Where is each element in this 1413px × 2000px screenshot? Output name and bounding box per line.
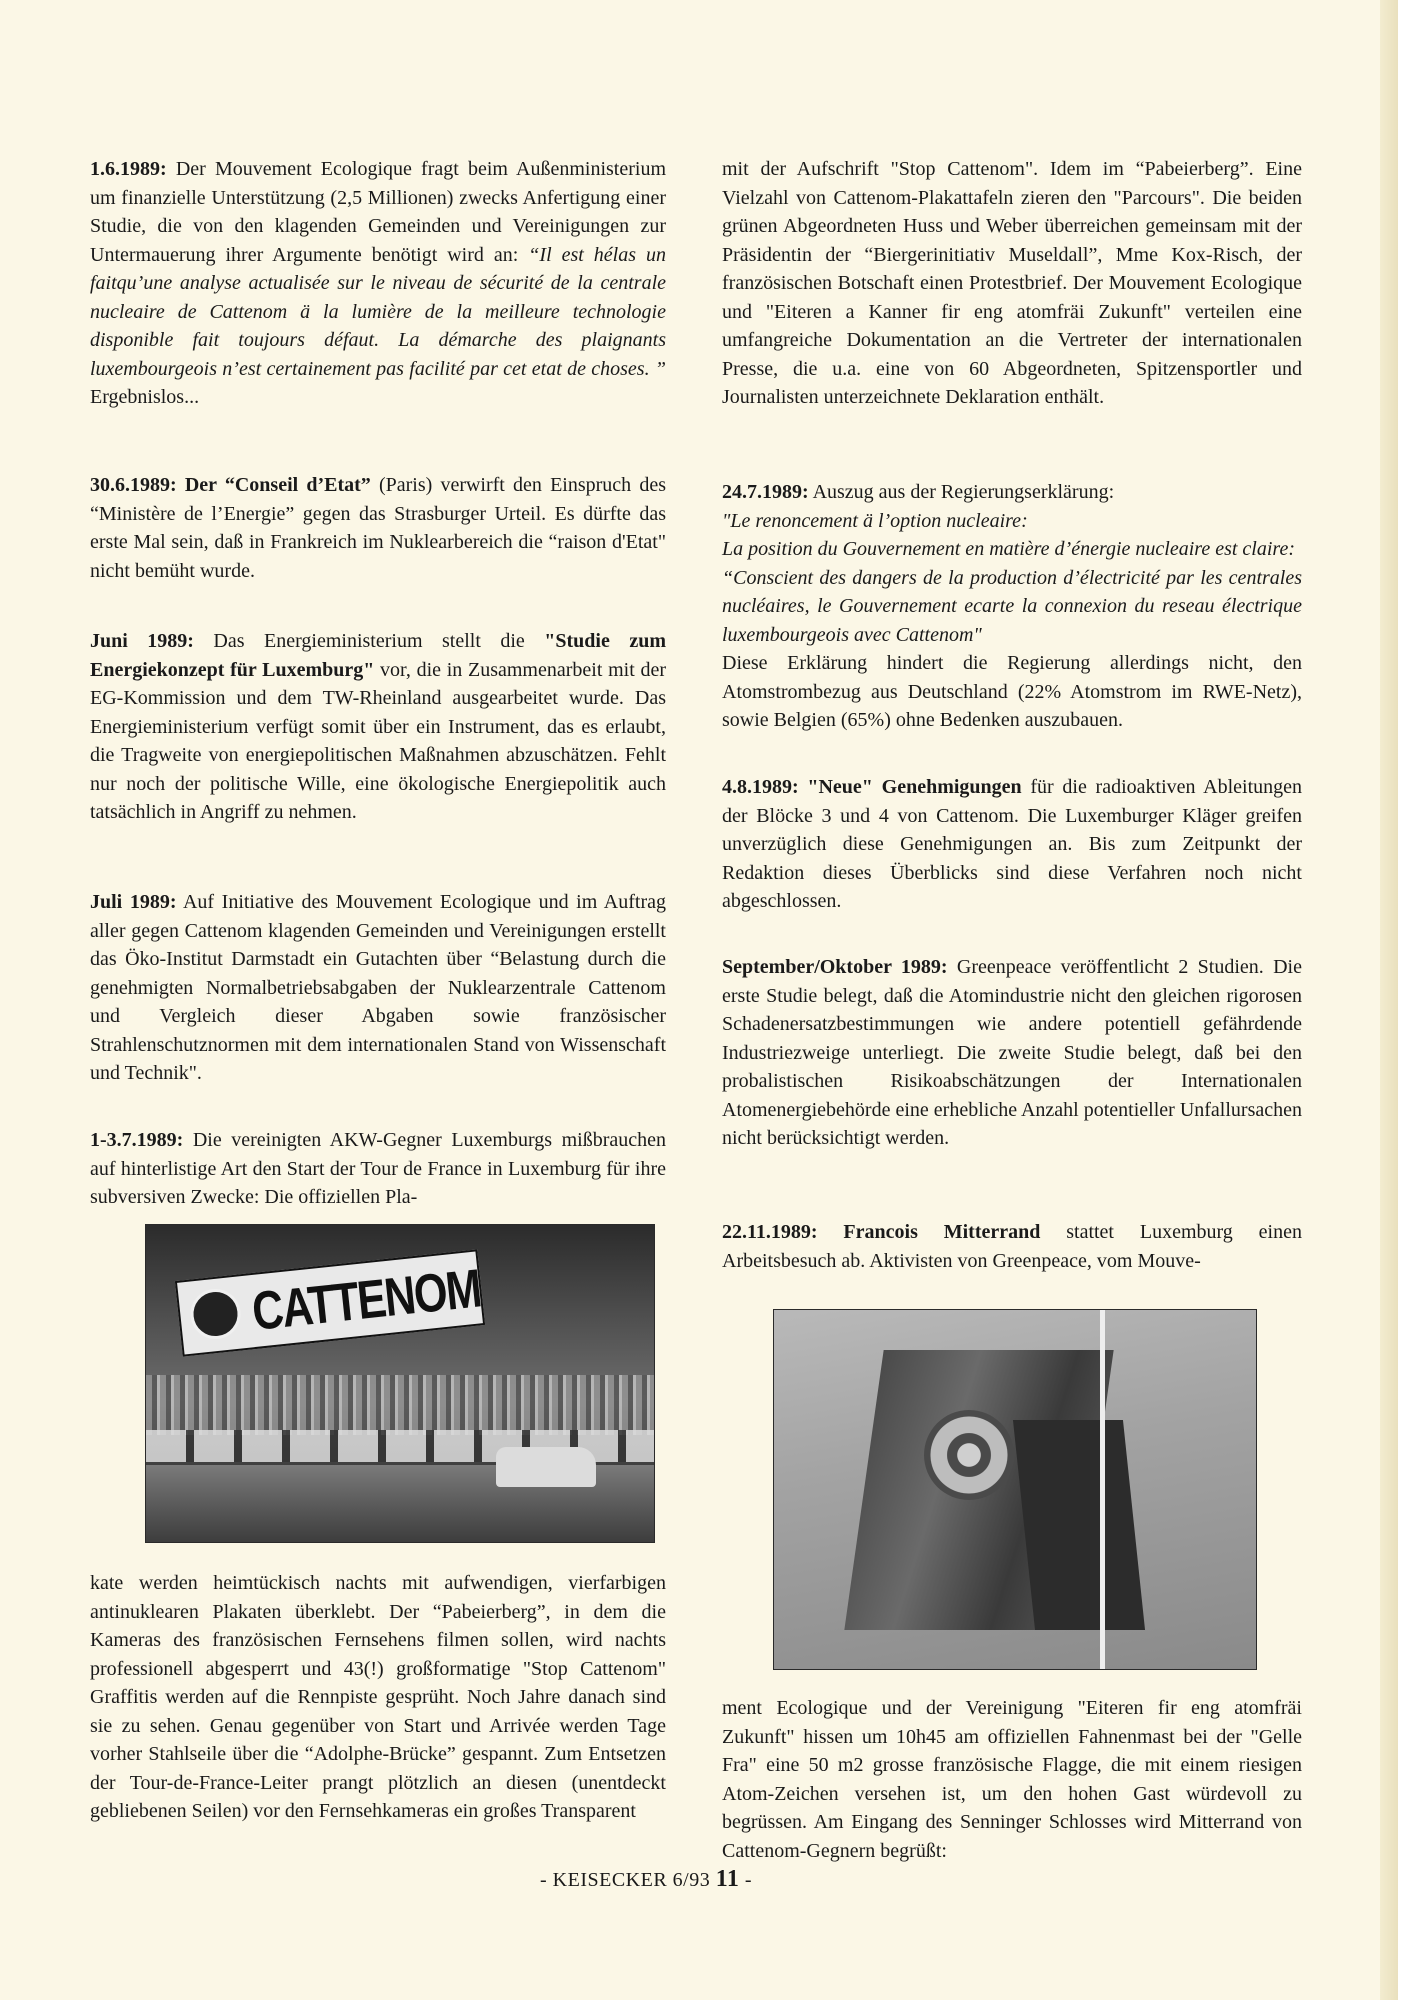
crowd bbox=[146, 1375, 654, 1435]
entry-text: für die radioaktiven Ableitungen der Blöcke 3 und 4 von Cattenom. Die Luxemburger Kläger greifen unverzüglich diese Genehmigungen an. Bis zum Zeitpunkt der Redaktion dieses Überblicks sind diese Verfahren noch nicht abgeschlossen. bbox=[722, 776, 1302, 912]
entry-4-8-1989 bbox=[722, 773, 1302, 916]
entry-text-end: Ergebnislos... bbox=[90, 386, 200, 408]
entry-text: vor, die in Zusammenarbeit mit der EG-Kommission und dem TW-Rheinland ausgearbeitet wurde. Das Energieministerium verfügt somit über ein Instrument, das es erlaubt, die Tragweite von energiepolitischen Maßnahmen abzuschätzen. Fehlt nur noch der politische Wille, eine ökologische Energiepolitik auch tatsächlich in Angriff zu nehmen. bbox=[90, 658, 666, 823]
entry-text: mit der Aufschrift "Stop Cattenom". Idem im “Pabeierberg”. Eine Vielzahl von Cattenom-Plakattafeln zieren den "Parcours". Die beiden grünen Abgeordneten Huss und Weber überreichen gemeinsam mit der Präsidentin der “Biergerinitiativ Museldall”, Mme Kox-Risch, der französischen Botschaft einen Protestbrief. Der Mouvement Ecologique und "Eiteren a Kanner fir eng atomfräi Zukunft" verteilen eine umfangreiche Dokumentation an die Vertreter der internationalen Presse, die u.a. eine von 60 Abgeordneten, Spitzensportler und Journalisten unterzeichnete Deklaration enthält. bbox=[722, 158, 1302, 408]
entry-sept-okt-1989 bbox=[722, 953, 1302, 1153]
entry-juli-1989 bbox=[90, 888, 666, 1088]
photo-tour-de-france-banner bbox=[145, 1224, 655, 1543]
entry-22-11-1989 bbox=[722, 1218, 1302, 1275]
entry-text: Die vereinigten AKW-Gegner Luxemburgs mißbrauchen auf hinterlistige Art den Start der Tour de France in Luxemburg für ihre subversiven Zwecke: Die offiziellen Pla- bbox=[90, 1129, 666, 1208]
footer-dash: - bbox=[744, 1869, 753, 1891]
quote-line-3: “Conscient des dangers de la production d’électricité par les centrales nucléaires, le Gouvernement ecarte la connexion du reseau électrique luxembourgeois avec Cattenom" bbox=[722, 566, 1302, 646]
entry-1-3-7-1989 bbox=[90, 1126, 666, 1212]
entry-date: September/Oktober 1989: bbox=[722, 956, 948, 978]
cattenom-banner bbox=[175, 1249, 485, 1356]
footer-label: - KEISECKER 6/93 bbox=[540, 1869, 711, 1891]
entry-date: 1-3.7.1989: bbox=[90, 1129, 184, 1151]
entry-text: Auf Initiative des Mouvement Ecologique und im Auftrag aller gegen Cattenom klagenden Gemeinden und Vereinigungen erstellt das Öko-Institut Darmstadt ein Gutachten über “Belastung durch die genehmigten Normalbetriebsabgaben der Nuklearzentrale Cattenom und Vergleich dieser Abgaben sowie französischer Strahlenschutznormen mit dem internationalen Stand von Wissenschaft und Technik". bbox=[90, 891, 666, 1084]
entry-1-6-1989 bbox=[90, 155, 666, 412]
entry-date: 1.6.1989: bbox=[90, 158, 167, 180]
quote-line-1: "Le renoncement ä l’option nucleaire: bbox=[722, 509, 1028, 532]
atom-symbol-icon bbox=[924, 1410, 1014, 1500]
entry-title: Francois Mitterrand bbox=[817, 1221, 1041, 1243]
entry-continuation-mitterrand bbox=[722, 1694, 1302, 1865]
page-edge bbox=[1380, 0, 1398, 2000]
car bbox=[496, 1447, 596, 1487]
entry-date: 30.6.1989: bbox=[90, 474, 177, 496]
entry-text: Greenpeace veröffentlicht 2 Studien. Die erste Studie belegt, daß die Atomindustrie nicht den gleichen rigorosen Schadenersatzbestimmungen wie andere potentiell gefährdende Industriezweige unterliegt. Die zweite Studie belegt, daß bei den probalistischen Risikoabschätzungen der Internationalen Atomenergiebehörde eine erhebliche Anzahl potentieller Unfallursachen nicht berücksichtigt werden. bbox=[722, 956, 1302, 1149]
flag-dark-band bbox=[1013, 1420, 1145, 1630]
entry-date: 24.7.1989: bbox=[722, 481, 809, 503]
entry-date: Juli 1989: bbox=[90, 891, 177, 913]
entry-text: ment Ecologique und der Vereinigung "Eiteren fir eng atomfräi Zukunft" hissen um 10h45 am offiziellen Fahnenmast bei der "Gelle Fra" eine 50 m2 grosse französische Flagge, die mit einem riesigen Atom-Zeichen versehen ist, um den hohen Gast würdevoll zu begrüssen. Am Eingang des Senninger Schlosses wird Mitterrand von Cattenom-Gegnern begrüßt: bbox=[722, 1697, 1302, 1862]
entry-lead: Der “Conseil d’Etat” bbox=[184, 474, 371, 496]
entry-juni-1989 bbox=[90, 627, 666, 827]
stop-logo-icon bbox=[188, 1287, 243, 1342]
entry-continuation bbox=[90, 1569, 666, 1826]
entry-text: stattet Luxemburg einen Arbeitsbesuch ab. Aktivisten von Greenpeace, vom Mouve- bbox=[722, 1221, 1302, 1272]
entry-date: 4.8.1989: bbox=[722, 776, 799, 798]
entry-date: 22.11.1989: bbox=[722, 1221, 818, 1243]
entry-continuation-right bbox=[722, 155, 1302, 412]
entry-text: Das Energieministerium stellt die bbox=[193, 630, 545, 652]
page-number: 11 bbox=[715, 1866, 740, 1892]
entry-title: "Studie zum Energiekonzept für Luxemburg" bbox=[90, 630, 666, 681]
entry-quote: “Il est hélas un faitqu’une analyse actualisée sur le niveau de sécurité de la centrale nucleaire de Cattenom ä la lumière de la meilleure technologie disponible fait toujours défaut. La démarche des plaignants luxembourgeois n’est certainement pas facilité par cet etat de choses. ” bbox=[90, 243, 666, 380]
entry-30-6-1989 bbox=[90, 471, 666, 585]
quote-line-2: La position du Gouvernement en matière d’énergie nucleaire est claire: bbox=[722, 538, 1295, 560]
flag-pole bbox=[1100, 1310, 1105, 1669]
entry-text: Diese Erklärung hindert die Regierung allerdings nicht, den Atomstrombezug aus Deutschland (22% Atomstrom im RWE-Netz), sowie Belgien (65%) ohne Bedenken auszubauen. bbox=[722, 652, 1302, 731]
entry-text: (Paris) verwirft den Einspruch des “Ministère de l’Energie” gegen das Strasburger Urteil. Es dürfte das erste Mal sein, daß in Frankreich im Nuklearbereich die “raison d'Etat" nicht bemüht wurde. bbox=[90, 474, 666, 582]
photo-atom-flag bbox=[773, 1309, 1257, 1670]
entry-text: kate werden heimtückisch nachts mit aufwendigen, vierfarbigen antinuklearen Plakaten überklebt. Der “Pabeierberg”, in dem die Kameras des französischen Fernsehens filmen sollen, wird nachts professionell abgesperrt und 43(!) großformatige "Stop Cattenom" Graffitis werden auf die Rennpiste gesprüht. Noch Jahre danach sind sie zu sehen. Genau gegenüber von Start und Arrivée werden Tage vorher Stahlseile über die “Adolphe-Brücke” gespannt. Zum Entsetzen der Tour-de-France-Leiter prangt plötzlich an diesen (unentdeckt gebliebenen Seilen) vor den Fernsehkameras ein großes Transparent bbox=[90, 1572, 666, 1822]
entry-date: Juni 1989: bbox=[90, 630, 194, 652]
entry-title: "Neue" Genehmigungen bbox=[798, 776, 1022, 798]
page-footer bbox=[540, 1866, 880, 1893]
entry-text: Der Mouvement Ecologique fragt beim Außenministerium um finanzielle Unterstützung (2,5 Millionen) zwecks Anfertigung einer Studie, die von den klagenden Gemeinden und Vereinigungen zur Untermauerung ihrer Argumente benötigt wird an: bbox=[90, 158, 666, 266]
banner-text: CATTENOM bbox=[249, 1258, 484, 1342]
entry-text: Auszug aus der Regierungserklärung: bbox=[808, 481, 1115, 503]
entry-24-7-1989 bbox=[722, 478, 1302, 735]
